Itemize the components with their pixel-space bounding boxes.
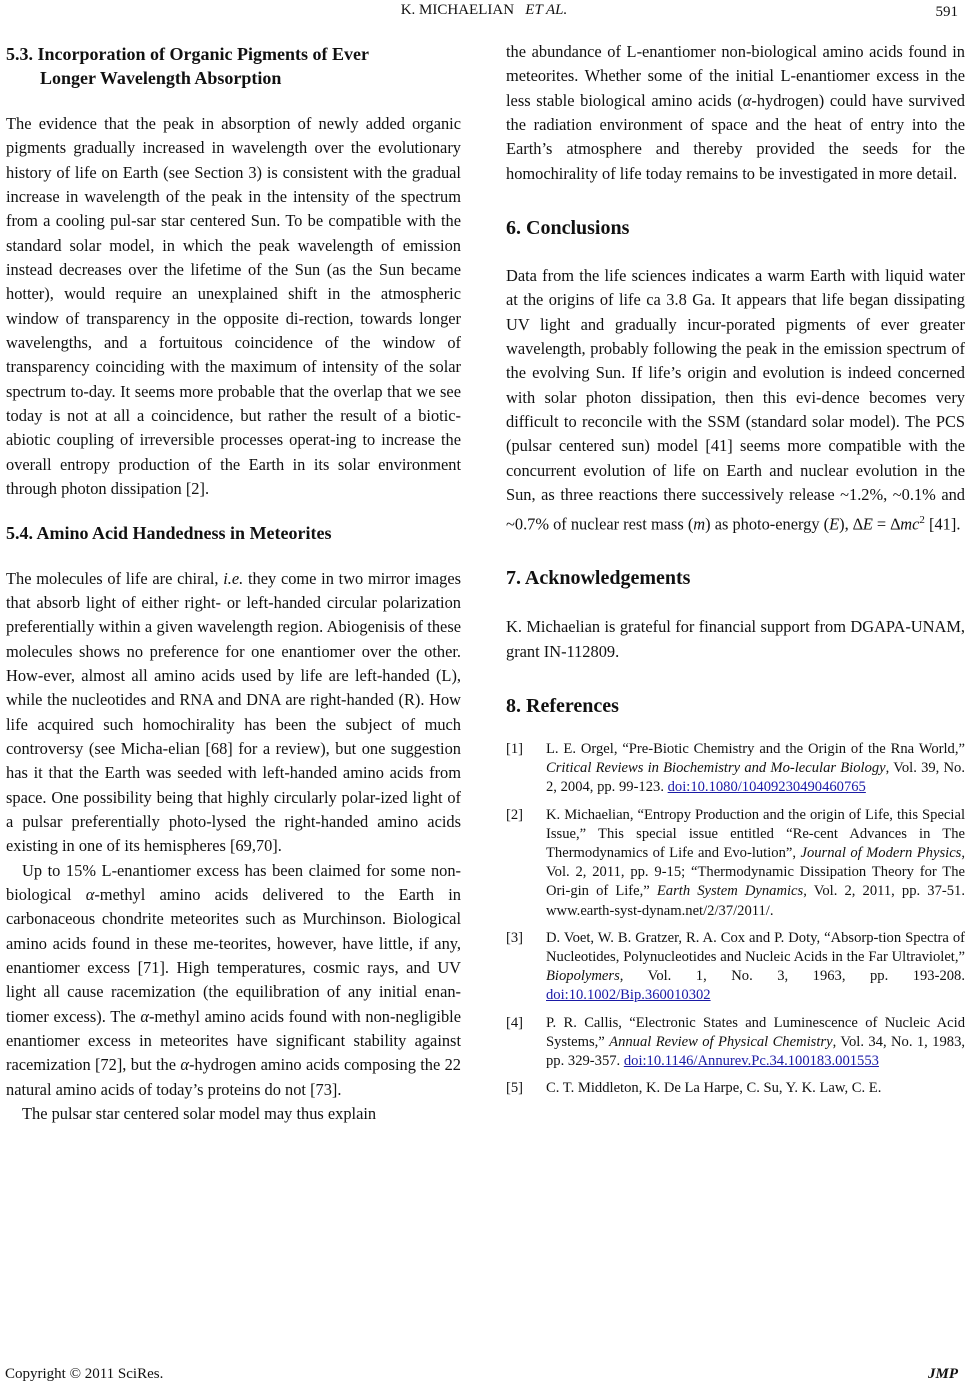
text-span: -hydrogen) could have survived the radiation environment of space and the heat of entry into the Earth’s atmosphere and thereby provided the seeds for the homochirality of life today remains to be investigated in more detail. [506, 90, 965, 183]
text-span: C. T. Middleton, K. De La Harpe, C. Su, Y. K. Law, C. E. [546, 1080, 882, 1097]
text-span: K. Michaelian, “Entropy Production and the origin of Life, this Special Issue,” This special issue entitled “Re-cent Advances in The Thermodynamics of Life and Evo-lution”, [546, 806, 965, 862]
reference-list [506, 740, 965, 1098]
section-7-paragraph: K. Michaelian is grateful for financial support from DGAPA-UNAM, grant IN-112809. [506, 617, 965, 661]
text-span: the abundance of L-enantiomer non-biological amino acids found in meteorites. Whether some of the initial L-enantiomer excess in the less stable biological amino acids ( [506, 42, 965, 110]
section-5-3-paragraph: The evidence that the peak in absorption of newly added organic pigments gradually increased in wavelength over the evolutionary history of life on Earth (see Section 3) is consistent with the gradual increase in wavelength of the peak in the intensity of the spectrum from a cooling pul-sar star centered Sun. To be compatible with the standard solar model, in which the peak wavelength of emission instead decreases over the lifetime of the Sun (as the Sun became hotter), would require an unexplained shift in the atmospheric window of transparency in the opposite di-rection, towards longer wavelengths, and a fortuitous coincidence of the window of transparency coinciding with the maximum of intensity of the solar spectrum to-day. It seems more probable that the overlap that we see today is not at all a coincidence, but rather the result of a biotic-abiotic coupling of irreversible processes operat-ing to increase the overall entropy production of the Earth in its solar environment through photon dissipation [2]. [6, 114, 461, 499]
section-5-3-number: 5.3. [6, 44, 33, 64]
section-5-3-title-line1: Incorporation of Organic Pigments of Ever [37, 44, 369, 64]
reference-item [506, 1014, 965, 1072]
reference-number: [1] [506, 741, 524, 757]
reference-number: [4] [506, 1014, 524, 1031]
section-6-paragraph [506, 264, 965, 536]
right-column [506, 40, 965, 1106]
journal-name: Biopolymers [546, 968, 620, 985]
doi-link[interactable]: doi:10.1146/Annurev.Pc.34.100183.001553 [623, 1053, 879, 1070]
text-span: ), ∆ [839, 513, 863, 533]
text-span: , Vol. 1, No. 3, 1963, pp. 193-208. [619, 968, 965, 985]
text-span: [41]. [924, 513, 961, 533]
text-span: Data from the life sciences indicates a warm Earth with liquid water at the origins of life ca 3.8 Ga. It appears that life began dissipating UV light and gradually incur-porated pigments of ever greater wavelength, probably following the peak in the emission spectrum of the evolving Sun. If life’s origin and evolution is indeed concerned with solar photon dissipation, then this evi-dence becomes very difficult to reconcile with the SSM (standard solar model). The PCS (pulsar centered sun) model [41] seems more compatible with the concurrent evolution of life on Earth and nuclear evolution in the Sun, as three reactions there successively release ~1.2%, ~0.1% and ~0.7% of nuclear rest mass ( [506, 266, 965, 533]
alpha-symbol: α [85, 884, 95, 904]
text-span: P. R. Callis, “Electronic States and Luminescence of Nucleic Acid Systems,” [546, 1014, 965, 1050]
journal-abbreviation: JMP [928, 1366, 958, 1382]
text-span: , Vol. 34, No. 1, 1983, pp. 329-357. [546, 1033, 966, 1070]
reference-item [506, 806, 965, 921]
reference-item [506, 740, 965, 798]
continued-paragraph [506, 40, 965, 186]
doi-link[interactable]: doi:10.1002/Bip.360010302 [546, 987, 711, 1004]
text-span: L. E. Orgel, “Pre-Biotic Chemistry and the Origin of the Rna World,” [546, 741, 965, 757]
section-5-4-heading: 5.4. Amino Acid Handedness in Meteorites [6, 522, 332, 543]
copyright-notice: Copyright © 2011 SciRes. [5, 1366, 164, 1382]
italic-ie: i.e. [223, 568, 244, 588]
left-column [6, 40, 461, 1126]
doi-link[interactable]: doi:10.1080/10409230490460765 [667, 779, 866, 796]
alpha-symbol: α [180, 1055, 189, 1075]
section-5-4-paragraph-2 [6, 859, 461, 1102]
text-span: -hydrogen amino acids composing the 22 natural amino acids of today’s proteins do not [73]. [6, 1055, 461, 1099]
running-head [0, 0, 968, 20]
text-span: , Vol. 2, 2011, pp. 9-15; “Thermodynamic Dissipation Theory for The Ori-gin of Life,” [546, 845, 966, 900]
section-6-heading: 6. Conclusions [506, 217, 630, 240]
journal-name: Earth System Dynamics [656, 883, 804, 900]
text-span: they come in two mirror images that absorb light of either right- or left-handed circular polarization preferentially within a given wavelength region. Abiogenisis of these molecules shows no preference for one enantiomer over the other. How-ever, almost all amino acids used by life are left-handed (L), while the nucleotides and RNA and DNA are right-handed (R). How life acquired such homochirality has been the subject of much controversy (see Micha-elian [68] for a review), but one suggestion has it that the Earth was seeded with left-handed amino acids from space. One possibility being that highly circularly polar-ized light of a pulsar preferentially photo-lysed the right-handed amino acids existing in one of its hemispheres [69,70]. [6, 568, 461, 856]
math-m: m [693, 513, 706, 533]
running-head-author: K. MICHAELIAN [400, 2, 515, 18]
superscript-2: 2 [919, 513, 925, 526]
page-header [0, 0, 968, 24]
text-span: -methyl amino acids found with non-negligible enantiomer excess in meteorites have significant stability against racemization [72], but the [6, 1006, 461, 1075]
text-span: ) as photo-energy ( [705, 513, 830, 533]
reference-item [506, 929, 965, 1006]
text-span: = ∆ [872, 513, 901, 533]
text-span: Up to 15% L-enantiomer excess has been claimed for some non-biological [6, 860, 461, 904]
journal-name: Journal of Modern Physics [800, 845, 962, 862]
math-E: E [862, 513, 873, 533]
text-span: D. Voet, W. B. Gratzer, R. A. Cox and P. Doty, “Absorp-tion Spectra of Nucleotides, Polynucleotides and Nucleic Acids in the Far Ultraviolet,” [546, 929, 965, 966]
reference-number: [3] [506, 929, 524, 946]
alpha-symbol: α [742, 90, 752, 110]
reference-number: [5] [506, 1080, 524, 1097]
math-mc: mc [900, 513, 920, 533]
journal-name: Annual Review of Physical Chemistry [609, 1033, 833, 1050]
page-number: 591 [935, 4, 958, 20]
reference-number: [2] [506, 806, 524, 823]
running-head-et-al: ET AL. [525, 2, 568, 18]
section-7-heading: 7. Acknowledgements [506, 567, 691, 590]
text-span: The molecules of life are chiral, [6, 568, 224, 588]
text-span: -methyl amino acids delivered to the Earth in carbonaceous chondrite meteorites such as Murchinson. Biological amino acids found in these me-teorites, however, have little, if any, enantiomer excess [71]. High temperatures, cosmic rays, and UV light all cause racemization (the equilibration of any initial enan-tiomer excess). The [6, 884, 461, 1026]
math-E: E [829, 513, 840, 533]
section-5-4-paragraph-3: The pulsar star centered solar model may thus explain [22, 1104, 377, 1124]
section-5-3-title-line2: Longer Wavelength Absorption [40, 68, 282, 88]
text-span: , Vol. 39, No. 2, 2004, pp. 99-123. [546, 760, 965, 796]
section-5-4-paragraph-1 [6, 567, 461, 859]
reference-item [506, 1079, 965, 1098]
section-8-heading: 8. References [506, 695, 619, 717]
text-span: , Vol. 2, 2011, pp. 37-51. www.earth-syst-dynam.net/2/37/2011/. [546, 883, 965, 919]
journal-name: Critical Reviews in Biochemistry and Mo-lecular Biology [546, 760, 886, 777]
alpha-symbol: α [140, 1006, 149, 1026]
section-5-3-heading [6, 42, 461, 90]
